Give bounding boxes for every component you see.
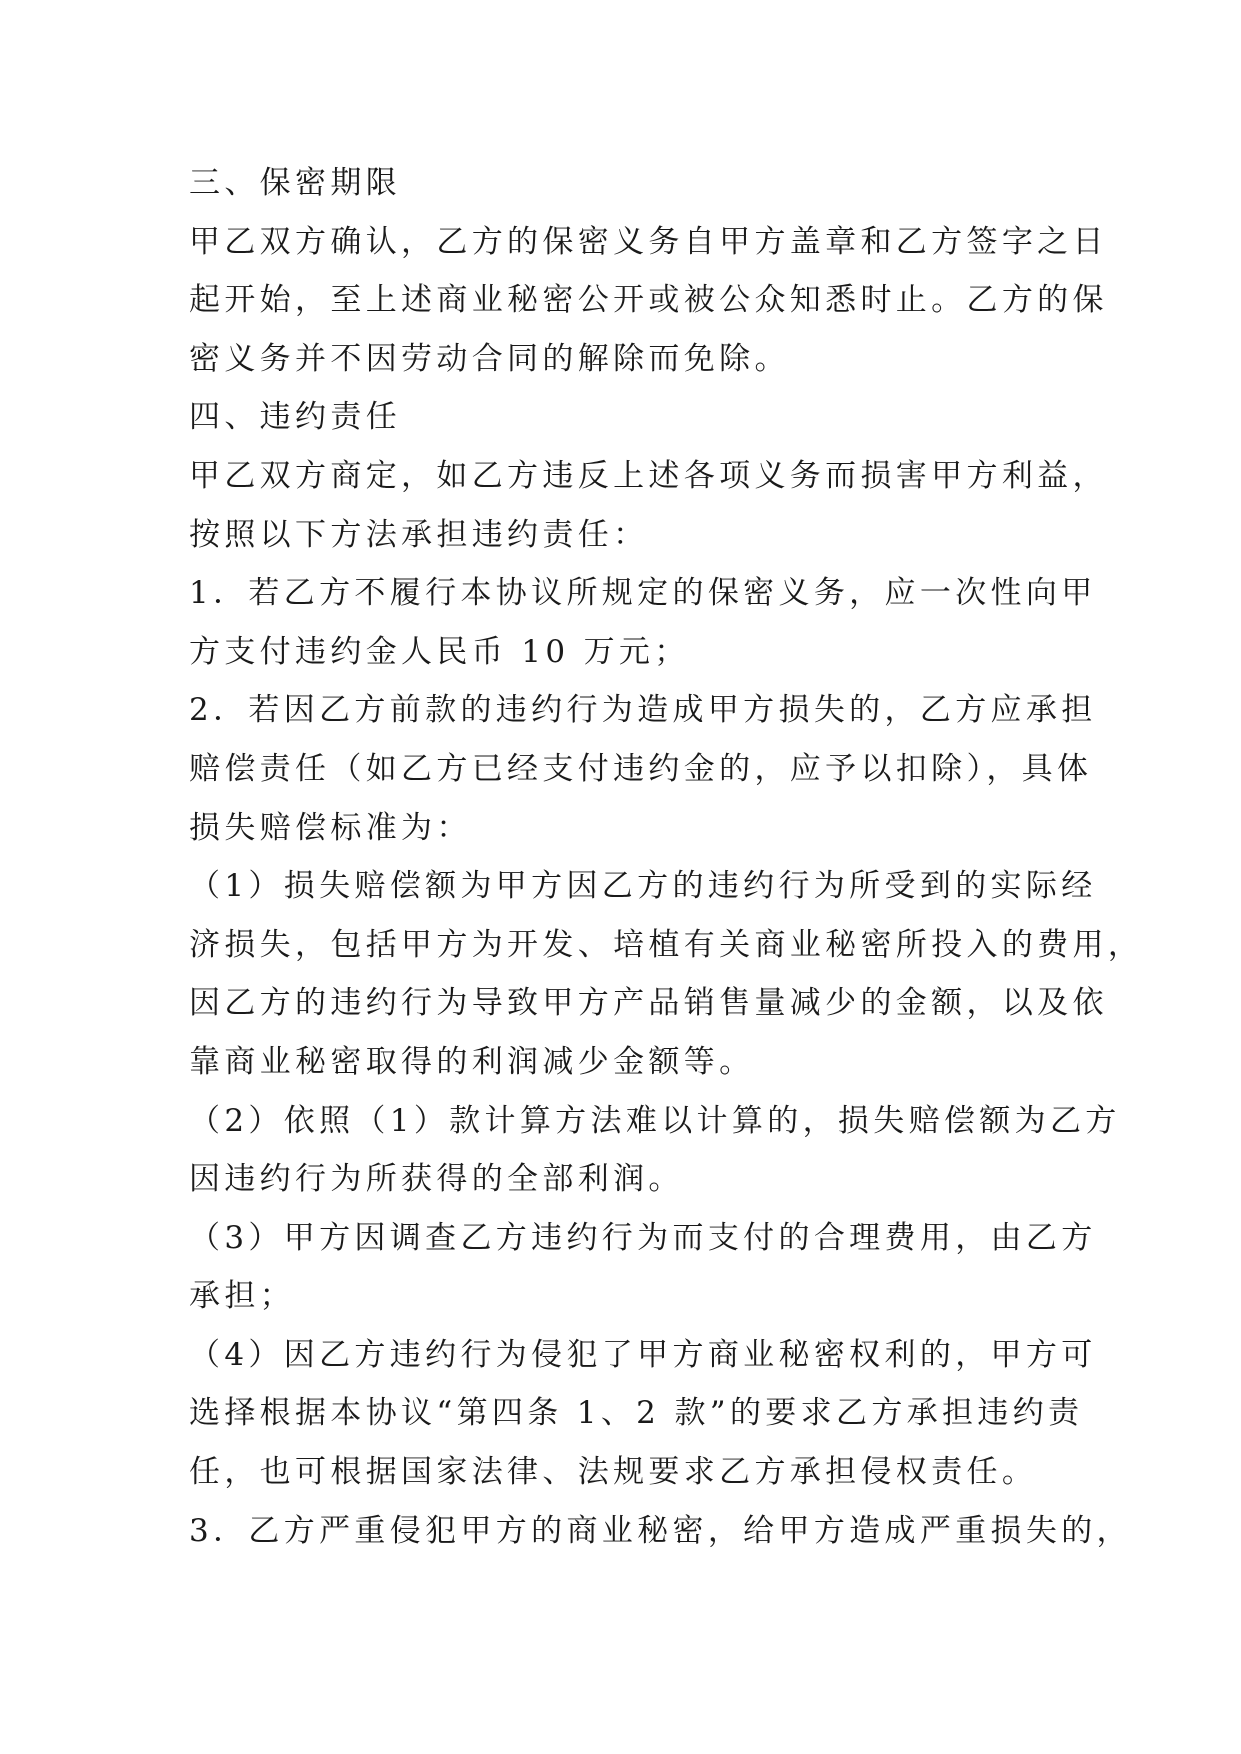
paragraph-line: 按照以下方法承担违约责任： (189, 516, 649, 553)
document-body (189, 154, 1144, 1560)
paragraph-line: 甲乙双方商定，如乙方违反上述各项义务而损害甲方利益， (189, 457, 1108, 494)
clause-2-line: 损失赔偿标准为： (189, 809, 472, 846)
subclause-1-line: 济损失，包括甲方为开发、培植有关商业秘密所投入的费用， (189, 926, 1144, 963)
clause-2-line: 赔偿责任（如乙方已经支付违约金的，应予以扣除），具体 (189, 750, 1093, 787)
paragraph-line: 密义务并不因劳动合同的解除而免除。 (189, 340, 790, 377)
subclause-1-line: 因乙方的违约行为导致甲方产品销售量减少的金额，以及依 (189, 985, 1108, 1022)
clause-3-line: 3．乙方严重侵犯甲方的商业秘密，给甲方造成严重损失的， (189, 1512, 1132, 1549)
subclause-4-line: （4）因乙方违约行为侵犯了甲方商业秘密权利的，甲方可 (189, 1336, 1097, 1373)
subclause-3-line: （3）甲方因调查乙方违约行为而支付的合理费用，由乙方 (189, 1219, 1097, 1256)
subclause-4-line: 选择根据本协议“第四条 1、2 款”的要求乙方承担违约责 (189, 1395, 1084, 1432)
section-heading-confidentiality-period: 三、保密期限 (189, 165, 402, 201)
subclause-1-line: （1）损失赔偿额为甲方因乙方的违约行为所受到的实际经 (189, 868, 1097, 905)
clause-1-line: 方支付违约金人民币 10 万元； (189, 633, 690, 670)
subclause-3-line: 承担； (189, 1278, 296, 1315)
subclause-2-line: 因违约行为所获得的全部利润。 (189, 1161, 684, 1198)
subclause-1-line: 靠商业秘密取得的利润减少金额等。 (189, 1043, 755, 1080)
paragraph-line: 甲乙双方确认，乙方的保密义务自甲方盖章和乙方签字之日 (189, 223, 1108, 260)
clause-1-line: 1．若乙方不履行本协议所规定的保密义务，应一次性向甲 (189, 575, 1097, 612)
subclause-4-line: 任，也可根据国家法律、法规要求乙方承担侵权责任。 (189, 1454, 1038, 1491)
subclause-2-line: （2）依照（1）款计算方法难以计算的，损失赔偿额为乙方 (189, 1102, 1121, 1139)
section-heading-liability: 四、违约责任 (189, 399, 402, 436)
clause-2-line: 2．若因乙方前款的违约行为造成甲方损失的，乙方应承担 (189, 692, 1097, 729)
paragraph-line: 起开始，至上述商业秘密公开或被公众知悉时止。乙方的保 (189, 282, 1108, 319)
